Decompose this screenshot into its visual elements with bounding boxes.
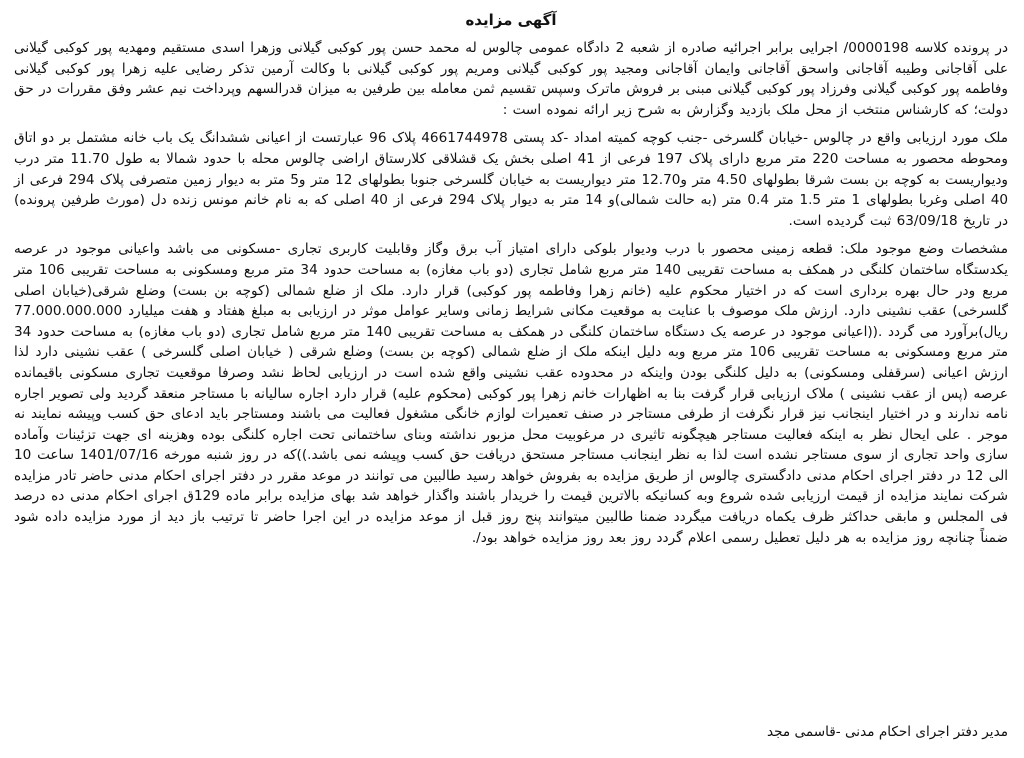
notice-title: آگهی مزایده <box>465 11 557 29</box>
notice-paragraph-case: در پرونده کلاسه 0000198/ اجرایی برابر اجرائیه صادره از شعبه 2 دادگاه عمومی چالوس له محمد حسن پور کوکبی گیلانی وزهرا اسدی مستقیم ومهدیه پور کوکبی گیلانی علی آقاجانی وطیبه آقاجانی واسحق آقاجانی وایمان آقاجانی ومجید پور کوکبی گیلانی ومریم پور کوکبی گیلانی با وکالت آرمین تذکر رضایی علیه زهرا پور کوکبی گیلانی وفاطمه پور کوکبی گیلانی وفرزاد پور کوکبی گیلانی مبنی بر فروش ماترک وسپس تقسیم ثمن معامله بین طرفین به میزان قدرالسهم وپرداخت نیم عشر وفق مقررات در حق دولت؛ که کارشناس منتخب از محل ملک بازدید وگزارش به شرح زیر ارائه نموده است : <box>14 40 1009 118</box>
notice-paragraph-property: ملک مورد ارزیابی واقع در چالوس -خیابان گلسرخی -جنب کوچه کمیته امداد -کد پستی 4661744978 پلاک 96 عبارتست از اعیانی ششدانگ یک باب خانه مشتمل بر دو اتاق ومحوطه محصور به مساحت 220 متر مربع دارای پلاک 197 فرعی از 41 اصلی بخش یک قشلاقی کلارستاق اراضی چالوس محله با حدود شمالا به طول 11.70 متر درب ودیواریست به کوچه بن بست شرقا بطولهای 4.50 متر و12.70 متر دیواریست به خیابان گلسرخی جنوبا بطولهای 12 متر و5 متر به دیوار زمین متصرفی پلاک 294 فرعی از 40 اصلی وغربا بطولهای 1 متر 1.5 متر 0.4 متر (به حالت شمالی)و 14 متر به دیوار پلاک 294 فرعی از 40 اصلی که به نام خانم مونس زنده دل (مورث طرفین پرونده) در تاریخ 63/09/18 ثبت گردیده است. <box>14 130 1009 229</box>
notice-signature: مدیر دفتر اجرای احکام مدنی -قاسمی مجد <box>767 724 1008 740</box>
notice-paragraph-status: مشخصات وضع موجود ملک: قطعه زمینی محصور با درب ودیوار بلوکی دارای امتیاز آب برق وگاز وقابلیت کاربری تجاری -مسکونی می باشد واعیانی موجود در عرصه یکدستگاه ساختمان کلنگی در همکف به مساحت تقریبی 140 متر مربع شامل تجاری (دو باب مغازه) به مساحت حدود 34 متر مربع ومسکونی به مساحت تقریبی 106 متر مربع ودر حال بهره برداری است که در اختیار محکوم علیه (خانم زهرا وفاطمه پور کوکبی) قرار دارد. ملک از ضلع شمالی (کوچه بن بست) وضلع شرقی(خیابان اصلی گلسرخی) عقب نشینی دارد. ارزش ملک موصوف با عنایت به موقعیت مکانی شرایط زمانی وسایر عوامل موثر در ارزیابی به مبلغ هفتاد و هفت میلیارد 77.000.000.000 ریال)برآورد می گردد .((اعیانی موجود در عرصه یک دستگاه ساختمان کلنگی در همکف به مساحت تقریبی 140 متر مربع شامل تجاری (دو باب مغازه) به مساحت حدود 34 متر مربع ومسکونی به مساحت تقریبی 106 متر مربع وبه دلیل اینکه ملک از ضلع شمالی (کوچه بن بست) وضلع شرقی ( خیابان اصلی گلسرخی ) عقب نشینی دارد لذا ارزش اعیانی (سرقفلی ومسکونی) به دلیل کلنگی بودن واینکه در محدوده عقب نشینی واقع شده است در ارزیابی لحاظ نشد وصرفا موقعیت تجاری مسکونی باقیمانده عرصه (پس از عقب نشینی ) ملاک ارزیابی قرار گرفت بنا به اظهارات خانم زهرا پور کوکبی (محکوم علیه) قرار دارد اجاره سالیانه با مستاجر منعقد گردید ولی تصویر اجاره نامه ندارند و در اختیار اینجانب نیز قرار نگرفت از طرفی مستاجر در صنف تعمیرات لوازم خانگی مشغول فعالیت می باشند ومستاجر باید ادعای حق کسب وپیشه نمایند نه موجر . علی ایحال نظر به اینکه فعالیت مستاجر هیچگونه تاثیری در مرغوبیت محل مزبور نداشته وبنای ساختمانی تحت اجاره کلنگی بوده وهزینه ای جهت تزئینات وآماده سازی واحد تجاری از سوی مستاجر نشده است لذا به نظر اینجانب مستاجر مستحق دریافت حق کسب وپیشه نمی باشد.))که در روز شنبه مورخه 1401/07/16 ساعت 10 الی 12 در دفتر اجرای احکام مدنی دادگستری چالوس از طریق مزایده به بفروش خواهد رسید طالبین می توانند در موعد مقرر در دفتر اجرای احکام مدنی حاضر تادر مزایده شرکت نمایند مزایده از قیمت ارزیابی شده شروع وبه کسانیکه بالاترین قیمت را خریدار باشند واگذار خواهد شد بهای مزایده برابر ماده 129ق اجرای احکام مدنی ده درصد فی المجلس و مابقی حداکثر ظرف یکماه دریافت میگردد ضمنا طالبین میتوانند پنج روز قبل از موعد مزایده در این اجرا حاضر تا ترتیب باز دید از مورد مزایده داده شود ضمناً چنانچه روز مزایده به هر دلیل تعطیل رسمی اعلام گردد روز بعد روز مزایده خواهد بود/. <box>14 241 1008 546</box>
